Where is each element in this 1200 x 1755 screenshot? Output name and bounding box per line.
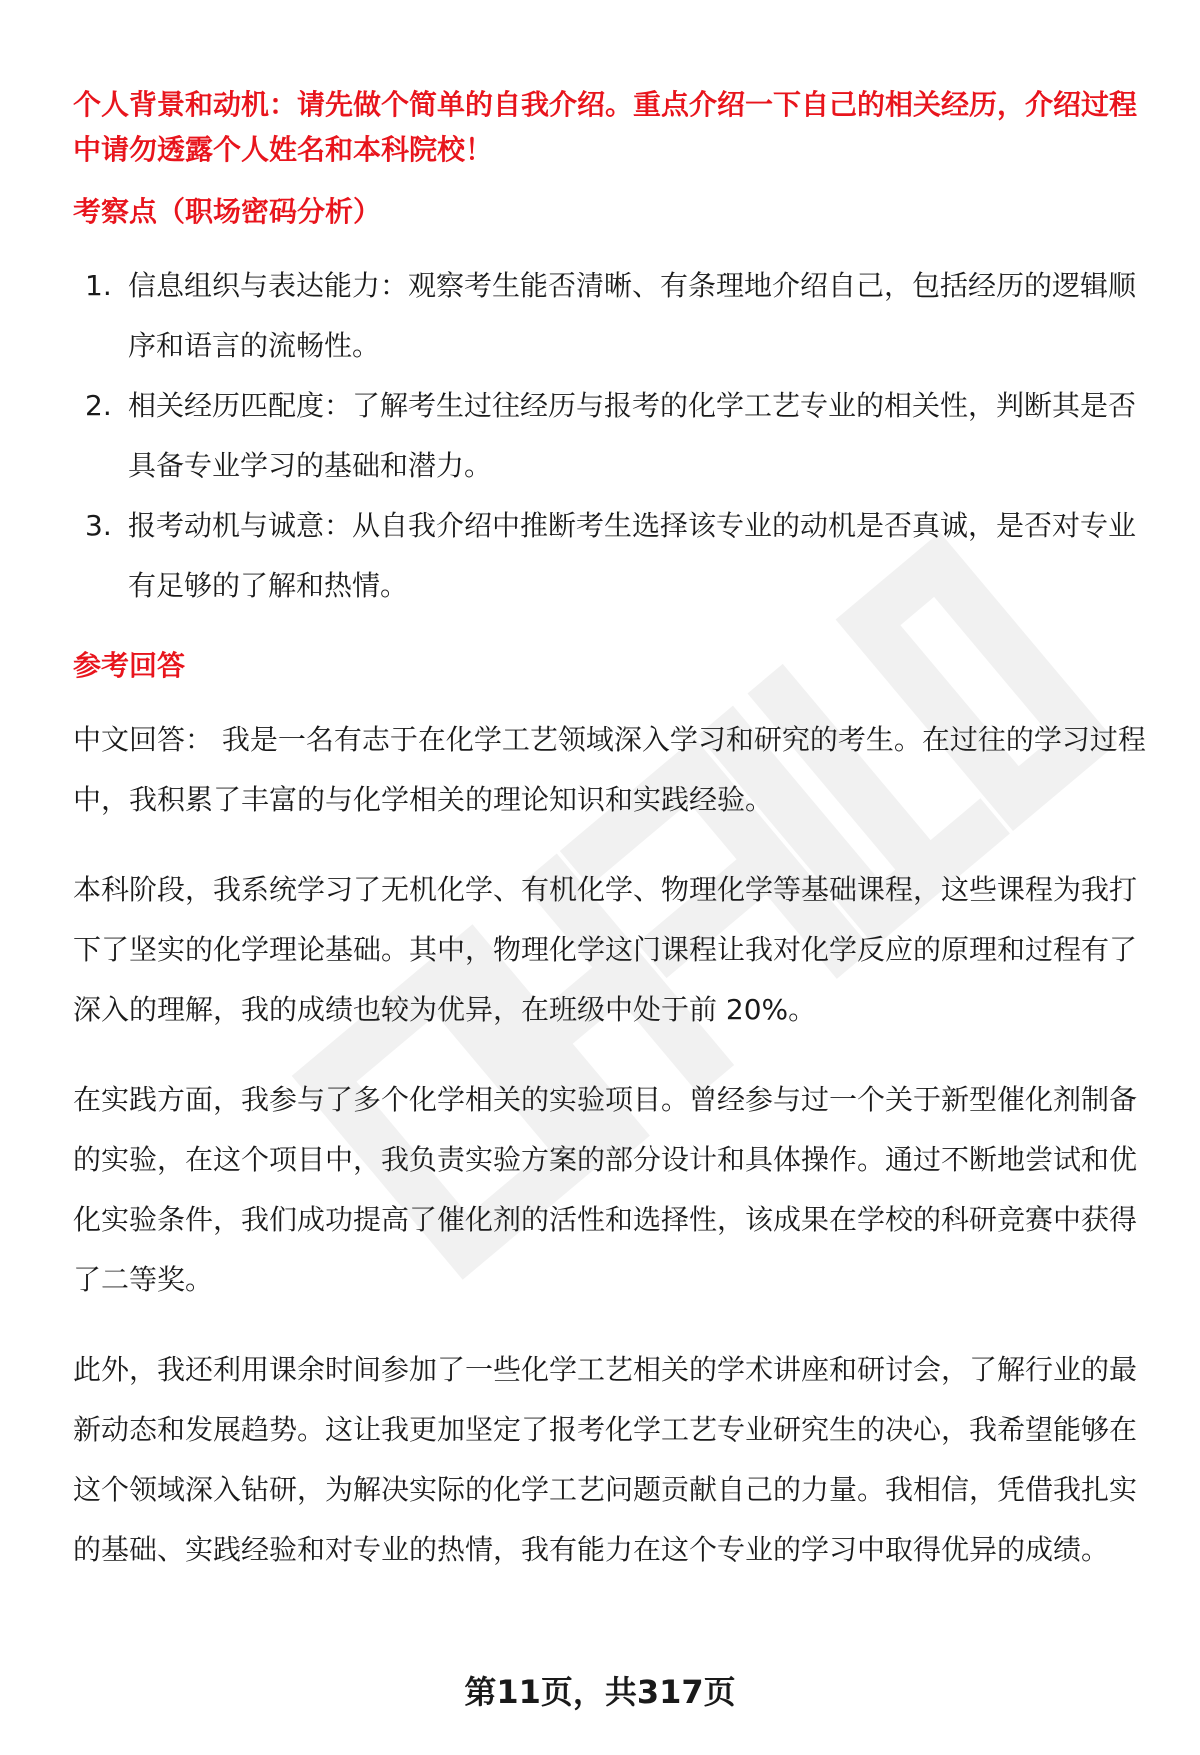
- exam-point-text: 报考动机与诚意：从自我介绍中推断考生选择该专业的动机是否真诚，是否对专业有足够的了解和热情。: [128, 509, 1137, 602]
- answer-paragraph: 本科阶段，我系统学习了无机化学、有机化学、物理化学等基础课程，这些课程为我打下了坚实的化学理论基础。其中，物理化学这门课程让我对化学反应的原理和过程有了深入的理解，我的成绩也较为优异，在班级中处于前 20%。: [73, 873, 1138, 1026]
- exam-point-number: 3.: [85, 509, 112, 542]
- exam-point-number: 2.: [85, 389, 112, 422]
- exam-points-list: [73, 256, 1153, 616]
- exam-point-text: 相关经历匹配度：了解考生过往经历与报考的化学工艺专业的相关性，判断其是否具备专业学习的基础和潜力。: [128, 389, 1137, 482]
- reference-answer-heading: 参考回答: [73, 649, 186, 682]
- question-title: 个人背景和动机：请先做个简单的自我介绍。重点介绍一下自己的相关经历，介绍过程中请勿透露个人姓名和本科院校！: [73, 88, 1138, 166]
- exam-point-item: [73, 376, 1153, 496]
- main-content: [73, 82, 1153, 1610]
- exam-point-text: 信息组织与表达能力：观察考生能否清晰、有条理地介绍自己，包括经历的逻辑顺序和语言的流畅性。: [128, 269, 1137, 362]
- exam-point-number: 1.: [85, 269, 112, 302]
- answer-paragraph: 此外，我还利用课余时间参加了一些化学工艺相关的学术讲座和研讨会，了解行业的最新动态和发展趋势。这让我更加坚定了报考化学工艺专业研究生的决心，我希望能够在这个领域深入钻研，为解决实际的化学工艺问题贡献自己的力量。我相信，凭借我扎实的基础、实践经验和对专业的热情，我有能力在这个专业的学习中取得优异的成绩。: [73, 1353, 1138, 1566]
- exam-point-item: [73, 496, 1153, 616]
- exam-point-item: [73, 256, 1153, 376]
- page-number-footer: 第11页，共317页: [464, 1673, 736, 1711]
- answer-paragraph: 在实践方面，我参与了多个化学相关的实验项目。曾经参与过一个关于新型催化剂制备的实验，在这个项目中，我负责实验方案的部分设计和具体操作。通过不断地尝试和优化实验条件，我们成功提高了催化剂的活性和选择性，该成果在学校的科研竞赛中获得了二等奖。: [73, 1083, 1138, 1296]
- exam-points-heading: 考察点（职场密码分析）: [73, 195, 382, 228]
- answer-paragraph: 中文回答： 我是一名有志于在化学工艺领域深入学习和研究的考生。在过往的学习过程中，我积累了丰富的与化学相关的理论知识和实践经验。: [73, 723, 1146, 816]
